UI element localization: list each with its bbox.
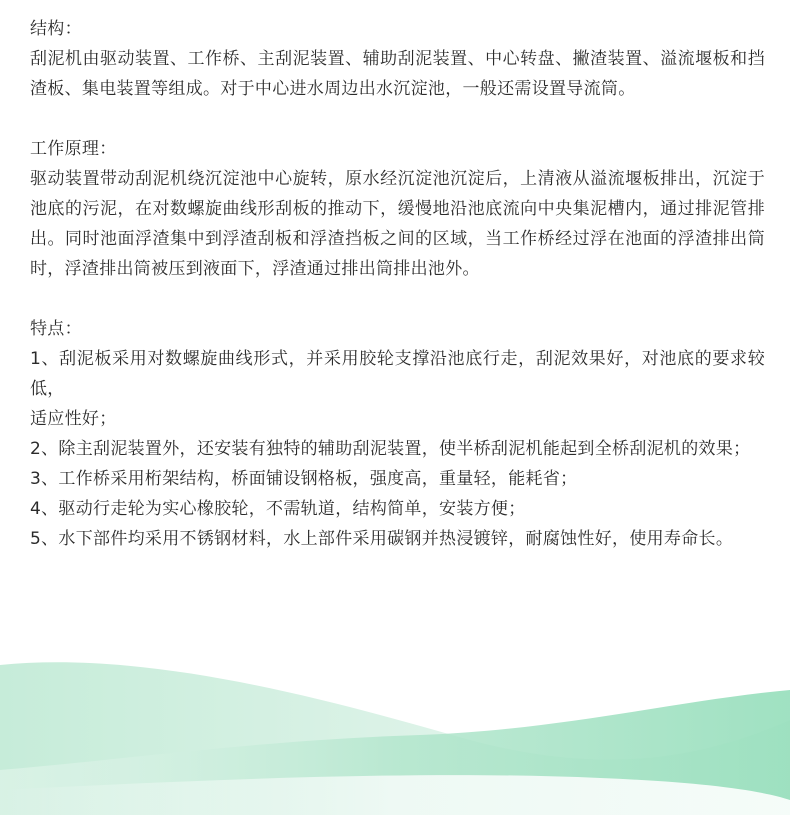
principle-text: 驱动装置带动刮泥机绕沉淀池中心旋转，原水经沉淀池沉淀后，上清液从溢流堰板排出，沉淀于池底的污泥，在对数螺旋曲线形刮板的推动下，缓慢地沿池底流向中央集泥槽内，通过排泥管排出。同时池面浮渣集中到浮渣刮板和浮渣挡板之间的区域，当工作桥经过浮在池面的浮渣排出筒时，浮渣排出筒被压到液面下，浮渣通过排出筒排出池外。	[30, 169, 765, 279]
structure-section	[30, 14, 765, 104]
structure-heading: 结构：	[30, 19, 82, 39]
document-body	[30, 14, 765, 584]
feature-item-1: 1、刮泥板采用对数螺旋曲线形式，并采用胶轮支撑沿池底行走，刮泥效果好，对池底的要求较低，	[30, 349, 765, 399]
feature-item-5: 5、水下部件均采用不锈钢材料，水上部件采用碳钢并热浸镀锌，耐腐蚀性好，使用寿命长。	[30, 529, 734, 549]
feature-item-3: 3、工作桥采用桁架结构，桥面铺设钢格板，强度高，重量轻，能耗省；	[30, 469, 578, 489]
principle-heading: 工作原理：	[30, 139, 117, 159]
features-heading: 特点：	[30, 319, 82, 339]
principle-section	[30, 134, 765, 284]
feature-item-4: 4、驱动行走轮为实心橡胶轮，不需轨道，结构简单，安装方便；	[30, 499, 526, 519]
feature-item-2: 2、除主刮泥装置外，还安装有独特的辅助刮泥装置，使半桥刮泥机能起到全桥刮泥机的效果；	[30, 439, 751, 459]
features-section	[30, 314, 765, 554]
structure-text: 刮泥机由驱动装置、工作桥、主刮泥装置、辅助刮泥装置、中心转盘、撇渣装置、溢流堰板和挡渣板、集电装置等组成。对于中心进水周边出水沉淀池，一般还需设置导流筒。	[30, 49, 765, 99]
feature-item-1-cont: 适应性好；	[30, 409, 117, 429]
